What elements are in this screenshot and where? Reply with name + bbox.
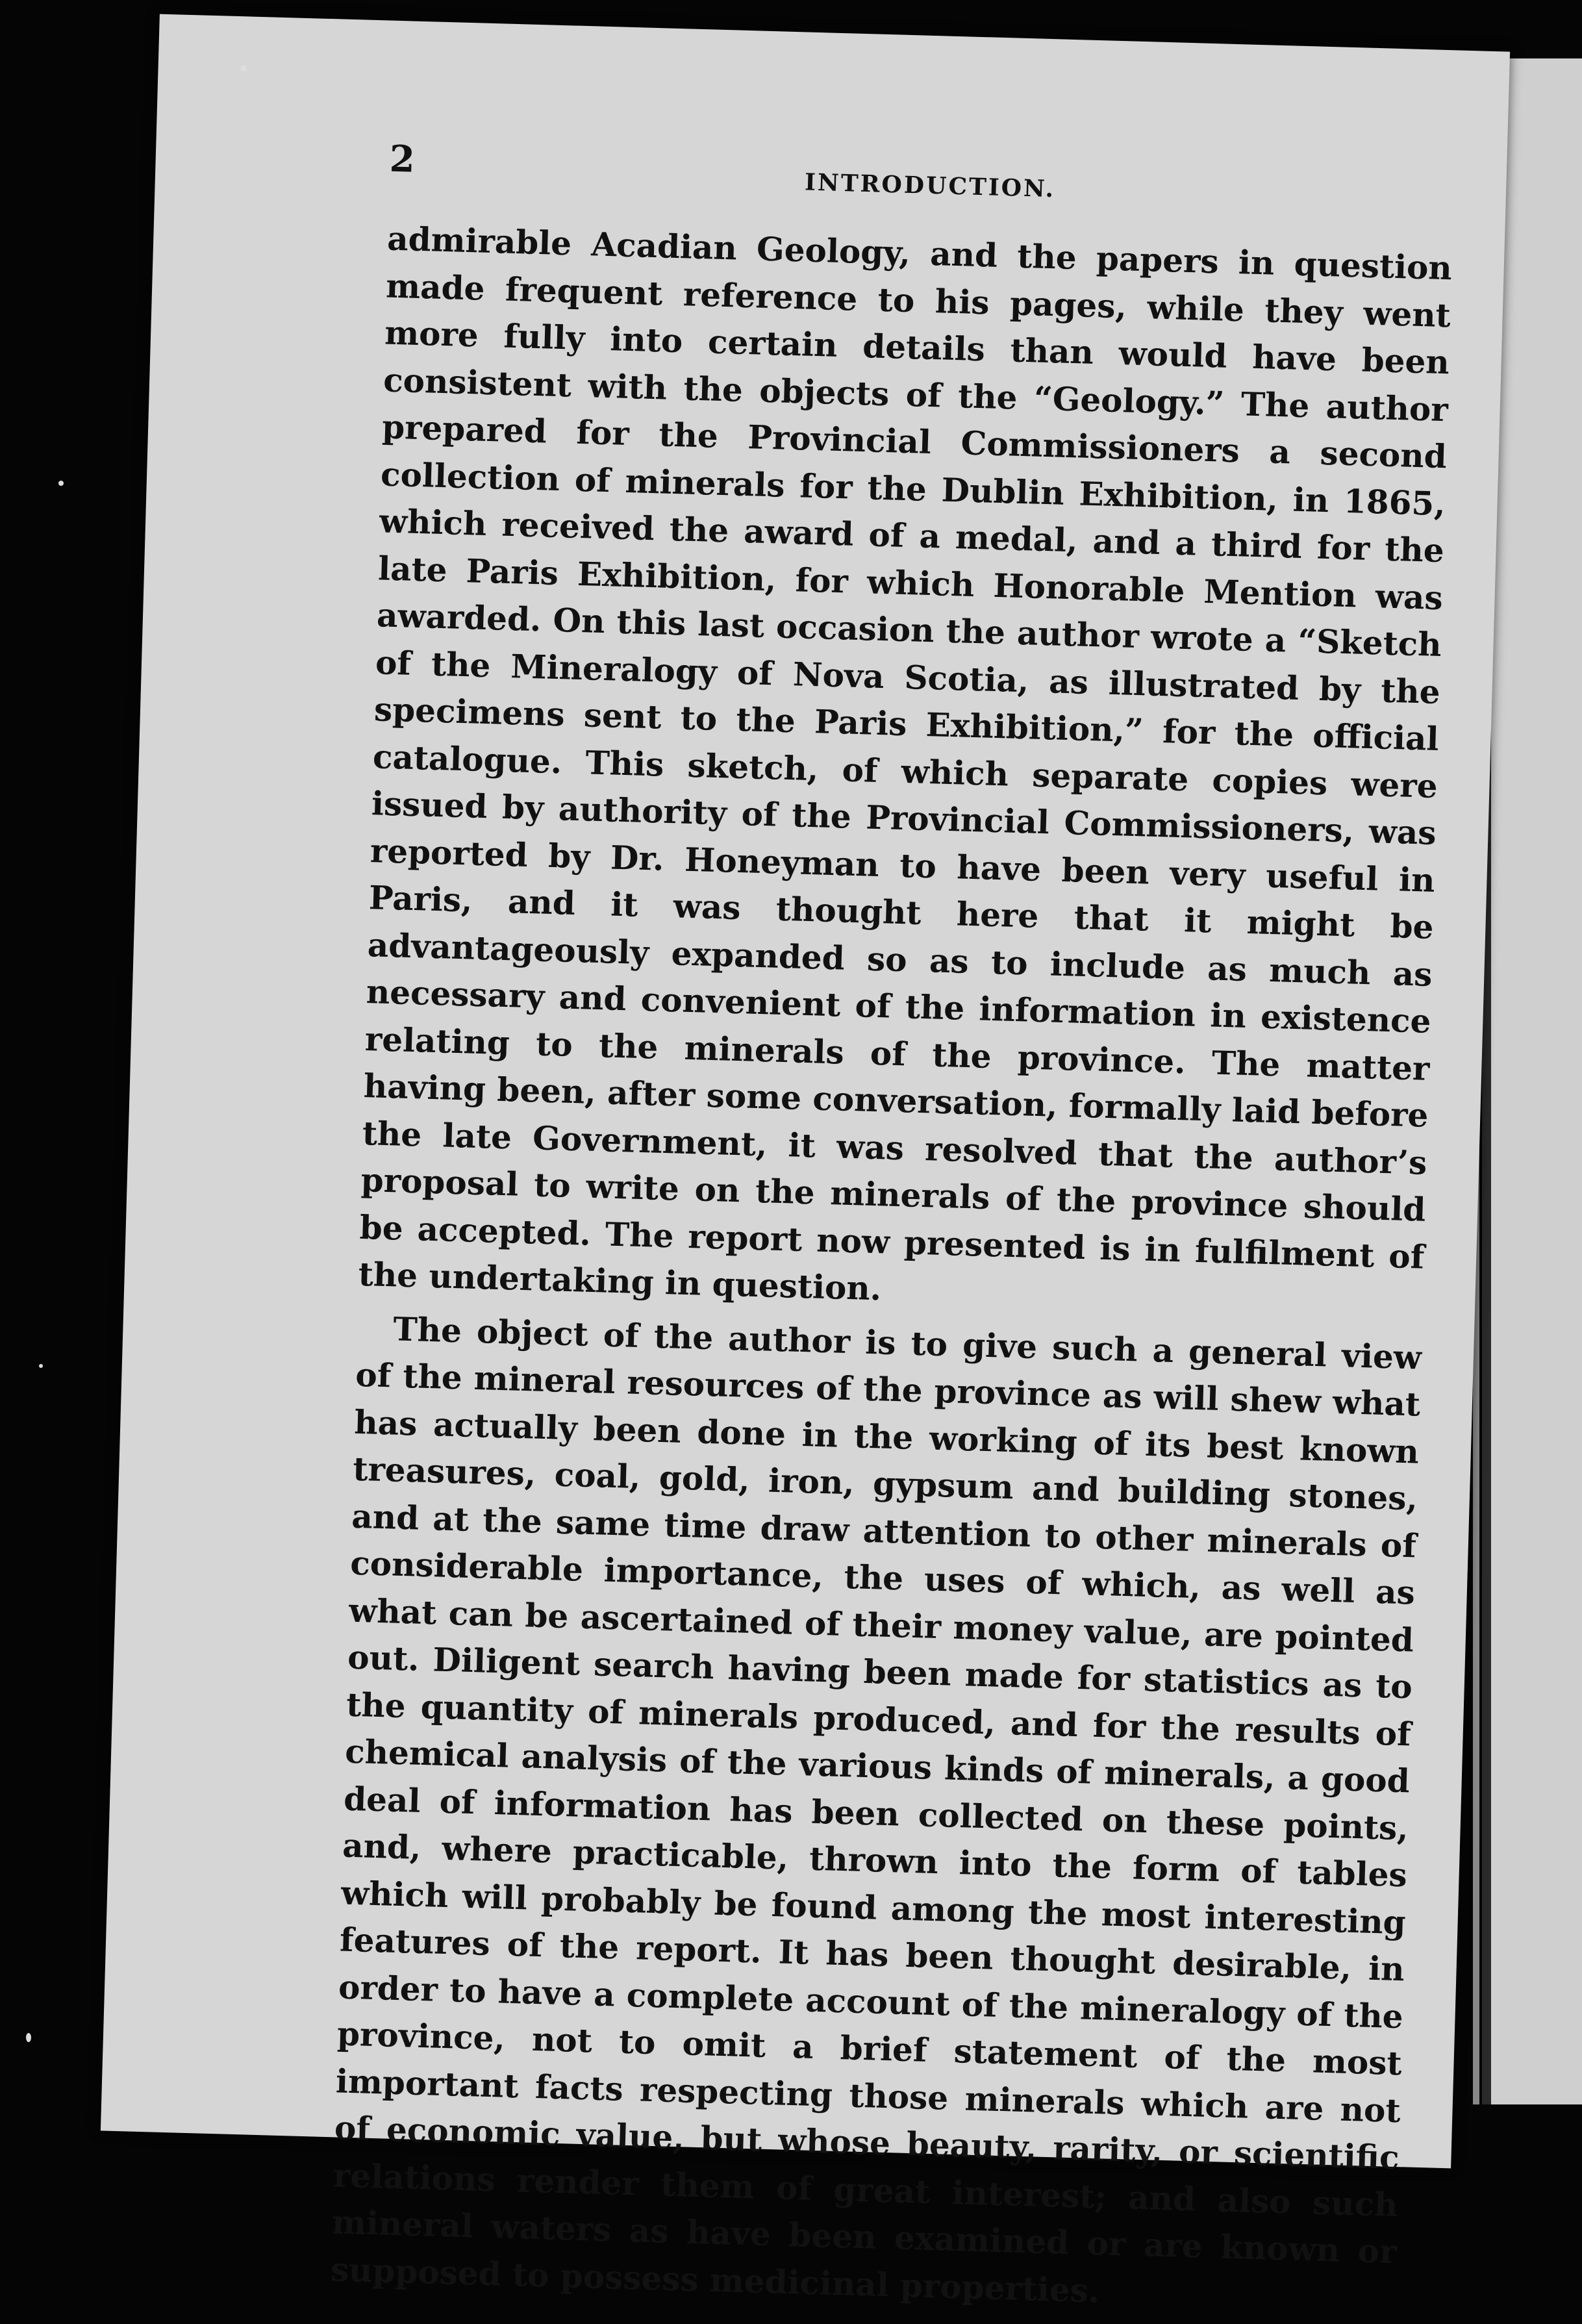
running-title: INTRODUCTION. — [804, 168, 1056, 203]
paragraph-1: admirable Acadian Geology, and the papers in question made frequent reference to his pages, while they went more fully into certain details than would have been consistent with the objects of the “Geology.” The author prepared for the Provincial Commissioners a second collection of minerals for the Dublin Exhibition, in 1865, which received the award of a medal, and a third for the late Paris Exhibition, for which Honorable Mention was awarded. On this last occasion the author wrote a “Sketch of the Mineralogy of Nova Scotia, as illustrated by the specimens sent to the Paris Exhibition,” for the official catalogue. This sketch, of which separate copies were issued by authority of the Provincial Commissioners, was reported by Dr. Honeyman to have been very useful in Paris, and it was thought here that it might be advantageously expanded so as to include as much as necessary and convenient of the information in existence relating to the minerals of the province. The matter having been, after some conversation, formally laid before the late Government, it was resolved that the author’s proposal to write on the minerals of the province should be accepted. The report now presented is in fulfilment of the undertaking in question. — [358, 219, 1453, 1308]
paragraph-2: The object of the author is to give such a general view of the mineral resources of the province as will shew what has actually been done in the working of its best known treasures, coal, gold, iron, gypsum and building stones, and at the same time draw attention to other minerals of considerable importance, the uses of which, as well as what can be ascertained of their money value, are pointed out. Diligent search having been made for statistics as to the quantity of minerals produced, and for the results of chemical analysis of the various kinds of minerals, a good deal of information has been collected on these points, and, where practicable, thrown into the form of tables which will probably be found among the most interesting features of the report. It has been thought desirable, in order to have a complete account of the mineralogy of the province, not to omit a brief statement of the most important facts respecting those minerals which are not of economic value, but whose beauty, rarity, or scientific relations render them of great interest; and also such mineral waters as have been examined or are known or supposed to possess medicinal properties. — [330, 1309, 1422, 2310]
body-text — [330, 216, 1453, 2323]
dust-speck — [39, 1364, 43, 1368]
dust-speck — [26, 2033, 31, 2042]
dust-speck — [240, 65, 247, 71]
dust-speck — [58, 481, 64, 486]
page-number: 2 — [388, 137, 416, 181]
book-page — [101, 14, 1510, 2310]
